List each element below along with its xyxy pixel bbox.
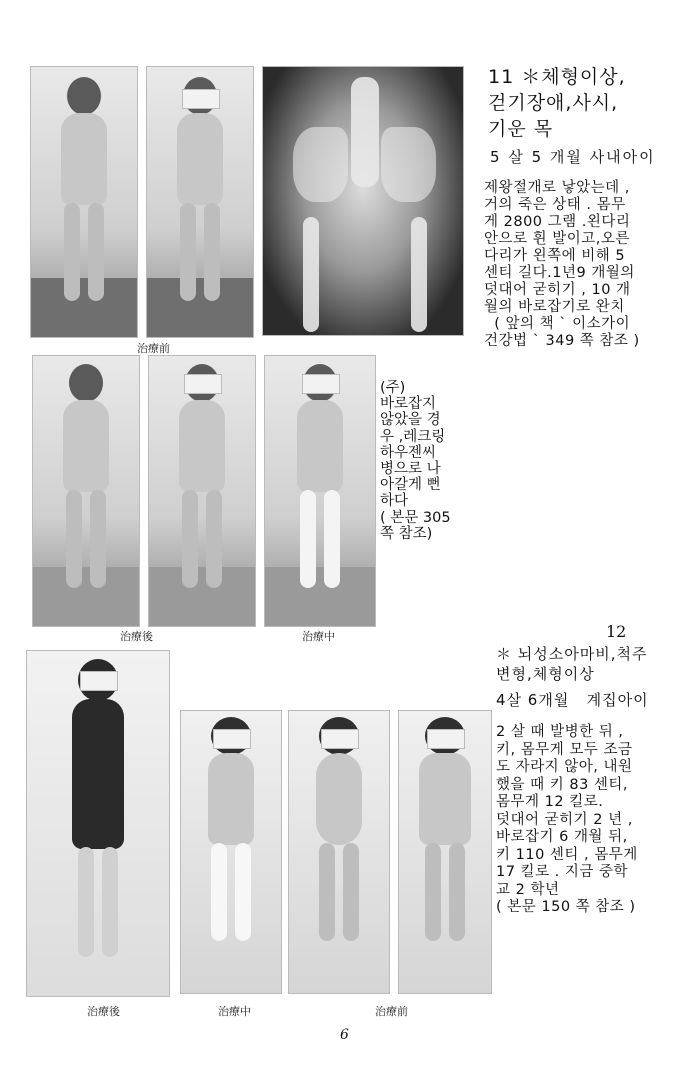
case11-caption-during: 治療中 (302, 630, 335, 643)
case12-photo-uniform-after (26, 650, 170, 997)
case11-xray-pelvis (262, 66, 464, 336)
case12-photo-side-before (288, 710, 390, 994)
case12-title-line1: ＊ 뇌성소아마비,척주 (496, 645, 648, 663)
case12-photo-front-before (398, 710, 492, 994)
case11-body: 제왕절개로 낳았는데 , 거의 죽은 상태 . 몸무 게 2800 그램 .왼다리 안으로 휜 발이고,오른 다리가 왼쪽에 비해 5 센티 길다.1년9 개월의 덧대어 굳히기 , 10 개 월의 바로잡기로 완치 ( 앞의 책 ` 이소가이 건강법 ` 349 쪽 참조 ) (484, 180, 640, 349)
case12-caption-during: 治療中 (218, 1005, 251, 1018)
case12-subject: 4살 6개월 계집아이 (496, 691, 649, 709)
case12-caption-before: 治療前 (375, 1005, 408, 1018)
case11-photo-back-after (32, 355, 140, 627)
case12-body: 2 살 때 발병한 뒤 , 키, 몸무게 모두 조금 도 자라지 않아, 내원 했을 때 키 83 센티, 몸무게 12 킬로. 덧대어 굳히기 2 년 , 바로잡기 6 개월 뒤, 키 110 센티 , 몸무게 17 킬로 . 지금 중학 교 2 학년 ( 본문 150 쪽 참조 ) (496, 724, 638, 915)
case11-title-line2: 걷기장애,사시, (488, 92, 619, 114)
page-number: 6 (340, 1027, 349, 1043)
case12-photo-front-during (180, 710, 282, 994)
case11-caption-before: 治療前 (137, 342, 170, 355)
case11-photo-front-before (146, 66, 254, 338)
case11-photo-front-after (148, 355, 256, 627)
case11-photo-back-before (30, 66, 138, 338)
case11-caption-after: 治療後 (120, 630, 153, 643)
case11-subject: 5 살 5 개월 사내아이 (490, 148, 656, 166)
case11-photo-front-during (264, 355, 376, 627)
case11-title-line1: 11 ＊체형이상, (488, 66, 626, 88)
case11-note: (주) 바로잡지 않았을 경 우 ,레크링 하우젠씨 병으로 나 아갈게 뻔 하다 ( 본문 305 쪽 참조) (380, 380, 451, 542)
case11-title-line3: 기운 목 (488, 118, 554, 140)
case12-caption-after: 治療後 (87, 1005, 120, 1018)
case12-title-line2: 변형,체형이상 (496, 665, 595, 683)
case12-number: 12 (606, 622, 627, 641)
